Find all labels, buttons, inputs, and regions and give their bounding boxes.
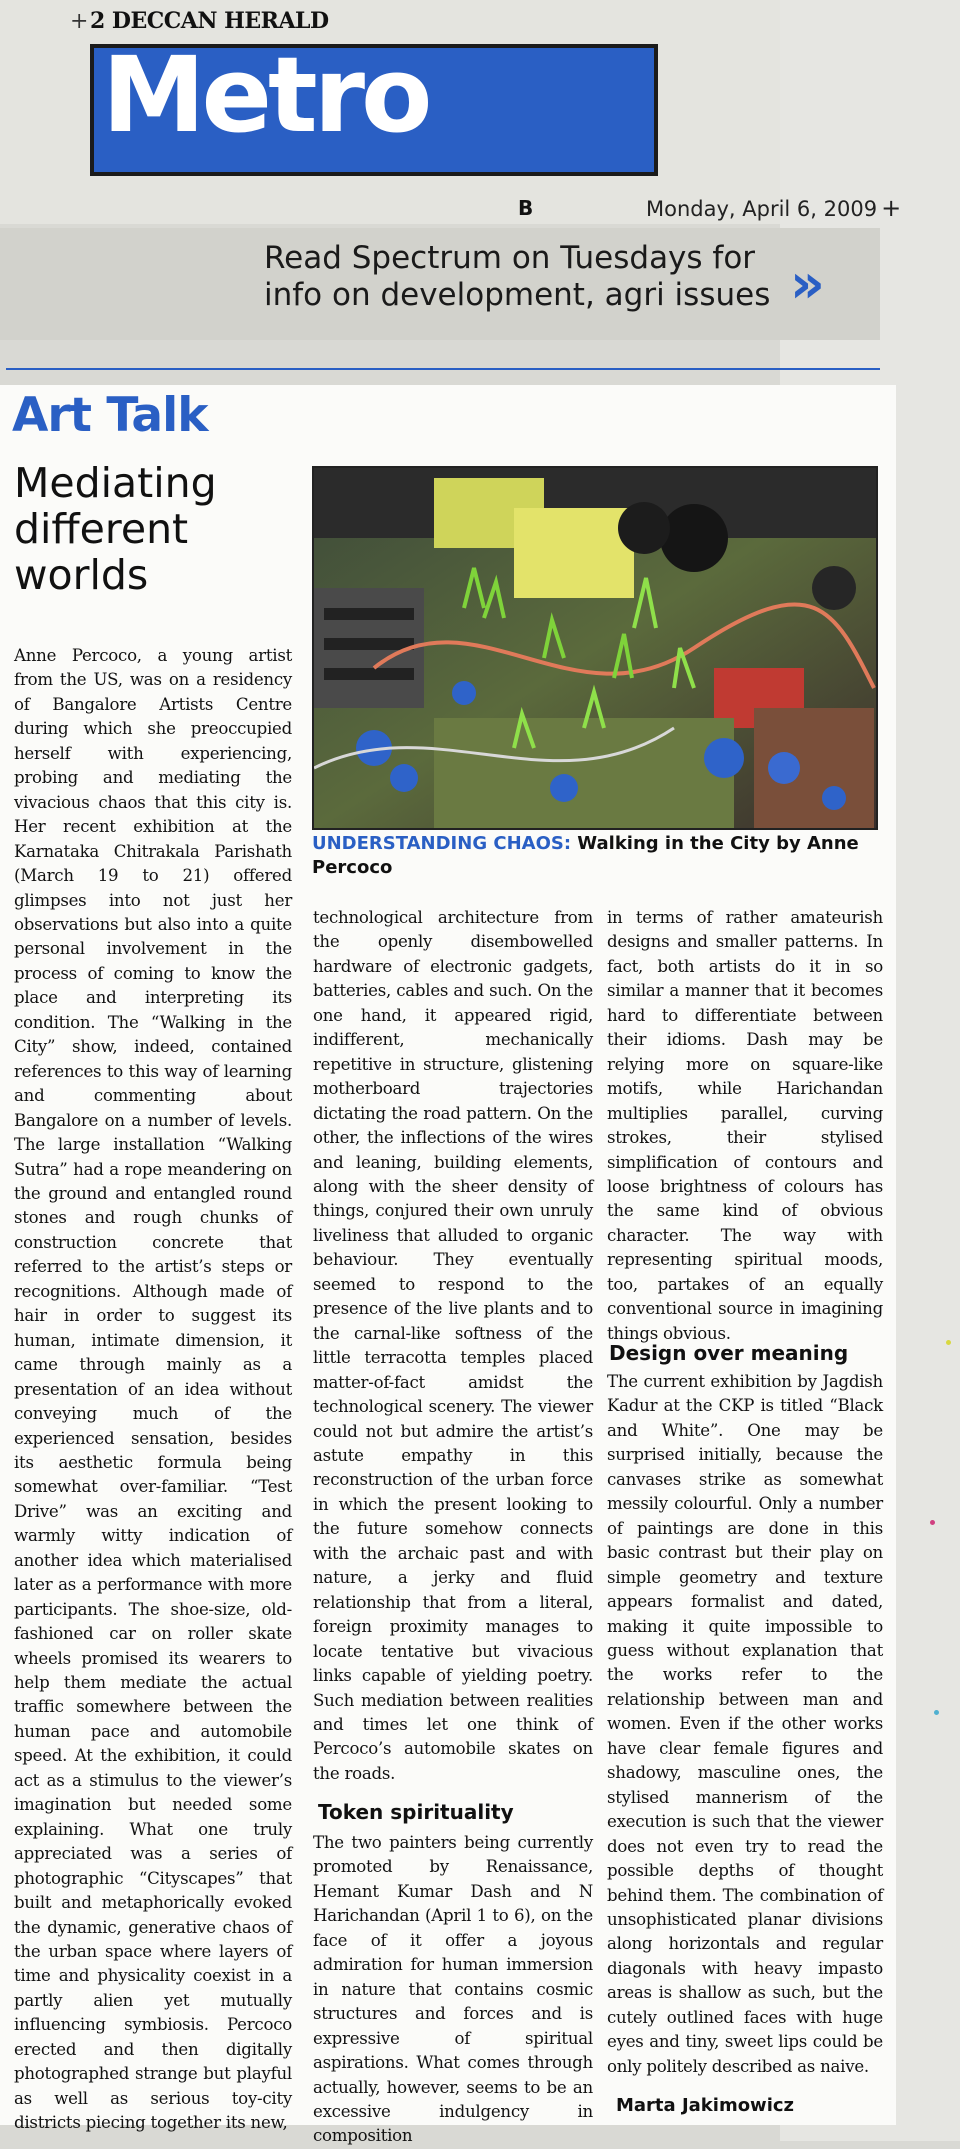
article-column-3-continued	[607, 1370, 883, 2079]
print-registration-dot	[934, 1710, 939, 1715]
circuit-board-photo-icon	[314, 468, 876, 828]
body-text: The current exhibition by Jagdish Kadur at the CKP is titled “Black and White”. One may be surprised initially, because the canvases strike as somewhat messily colourful. Only a number of paintings are done in this basic contrast but their play on simple geometry and texture appears formalist and dated, making it quite impossible to guess without explanation that the works refer to the relationship between man and women. Even if the other works have clear female figures and shadowy, masculine ones, the stylised mannerism of the execution is such that the viewer does not even try to read the possible depths of thought behind them. The combination of unsophisticated planar divisions along horizontals and regular diagonals with heavy impasto areas is shallow as such, but the cutely outlined faces with huge eyes and tiny, sweet lips could be only politely described as naive.	[607, 1372, 883, 2076]
section-name: Metro	[102, 34, 429, 156]
caption-head: UNDERSTANDING CHAOS:	[312, 833, 572, 854]
print-registration-dot	[946, 1340, 951, 1345]
paper-name: DECCAN HERALD	[111, 8, 329, 34]
body-text: Anne Percoco, a young artist from the US, was on a residency of Bangalore Artists Centre during which she preoccupied herself with experiencing, probing and mediating the vivacious chaos that this city is. Her recent exhibition at the Karnataka Chitrakala Parishath (March 19 to 21) offered glimpses into not just her observations but also into a quite personal involvement in the process of coming to know the place and interpreting its condition. The “Walking in the City” show, indeed, contained references to this way of learning and commenting about Bangalore on a number of levels. The large installation “Walking Sutra” had a rope meandering on the ground and entangled round stones and rough chunks of construction concrete that referred to the artist’s steps or recognitions. Although made of hair in order to suggest its human, intimate dimension, it came through mainly as a presentation of an idea without conveying much of the experienced sensation, besides its aesthetic formula being somewhat over-familiar. “Test Drive” was an exciting and warmly witty indication of another idea which materialised later as a performance with more participants. The shoe-size, old-fashioned car on roller skate wheels promised its wearers to help them mediate the actual traffic somewhere between the human pace and automobile speed. At the exhibition, it could act as a stimulus to the viewer’s imagination but needed some explaining. What one truly appreciated was a series of photographic “Cityscapes” that built and metaphorically evoked the dynamic, generative chaos of the urban space where layers of time and physicality coexist in a partly alien yet mutually influencing symbiosis. Percoco erected and then digitally photographed strange but playful as well as serious toy-city districts piecing together its new,	[14, 646, 292, 2133]
registration-mark: +	[881, 194, 902, 222]
registration-mark: +	[70, 9, 88, 34]
dateline	[646, 194, 901, 222]
promo-text: Read Spectrum on Tuesdays for info on development, agri issues	[264, 240, 771, 313]
caption-body: Walking in the City by Anne Percoco	[312, 833, 859, 878]
article-column-3	[607, 906, 883, 1346]
photo-caption	[312, 832, 878, 880]
article-column-2	[313, 906, 593, 1786]
byline: Marta Jakimowicz	[616, 2095, 795, 2116]
subhead: Design over meaning	[609, 1341, 849, 1365]
headline: Mediating different worlds	[14, 459, 217, 599]
issue-date: Monday, April 6, 2009	[646, 197, 878, 221]
body-text: technological architecture from the openly disembowelled hardware of electronic gadgets, batteries, cables and such. On the one hand, it appeared rigid, indifferent, mechanically repetitive in structure, glistening motherboard trajectories dictating the road pattern. On the other, the inflections of the wires and leaning, building elements, along with the sheer density of things, conjured their own unruly liveliness that alluded to organic behaviour. They eventually seemed to respond to the presence of the live plants and to the carnal-like softness of the little terracotta temples placed matter-of-fact amidst the technological scenery. The viewer could not but admire the artist’s astute empathy in this reconstruction of the urban force in which the present looking to the future somehow connects with the archaic past and with nature, a jerky and fluid relationship that from a literal, foreign proximity manages to locate tentative but vivacious links capable of yielding poetry. Such mediation between realities and times let one think of Percoco’s automobile skates on the roads.	[313, 908, 593, 1783]
article-column-2-continued	[313, 1831, 593, 2149]
double-chevron-right-icon: »	[790, 252, 813, 315]
masthead	[70, 8, 329, 34]
section-banner	[90, 34, 658, 176]
article-column-1	[14, 644, 292, 2136]
divider	[6, 368, 880, 370]
subhead: Token spirituality	[318, 1800, 514, 1824]
page-number: 2	[89, 8, 105, 34]
print-registration-dot	[930, 1520, 935, 1525]
body-text: in terms of rather amateurish designs and smaller patterns. In fact, both artists do it in so similar a manner that it becomes hard to differentiate between their idioms. Dash may be relying more on square-like motifs, while Harichandan multiplies parallel, curving strokes, their stylised simplification of contours and loose brightness of colours has the same kind of obvious character. The way with representing spiritual moods, too, partakes of an equally conventional source in imagining things obvious.	[607, 908, 883, 1343]
page-letter: B	[518, 196, 534, 220]
body-text: The two painters being currently promoted by Renaissance, Hemant Kumar Dash and N Harichandan (April 1 to 6), on the face of it offer a joyous admiration for human immersion in nature that contains cosmic structures and forces and is expressive of spiritual aspirations. What comes through actually, however, seems to be an excessive indulgency in composition	[313, 1833, 593, 2146]
column-title: Art Talk	[12, 388, 208, 443]
article-photo	[312, 466, 878, 830]
